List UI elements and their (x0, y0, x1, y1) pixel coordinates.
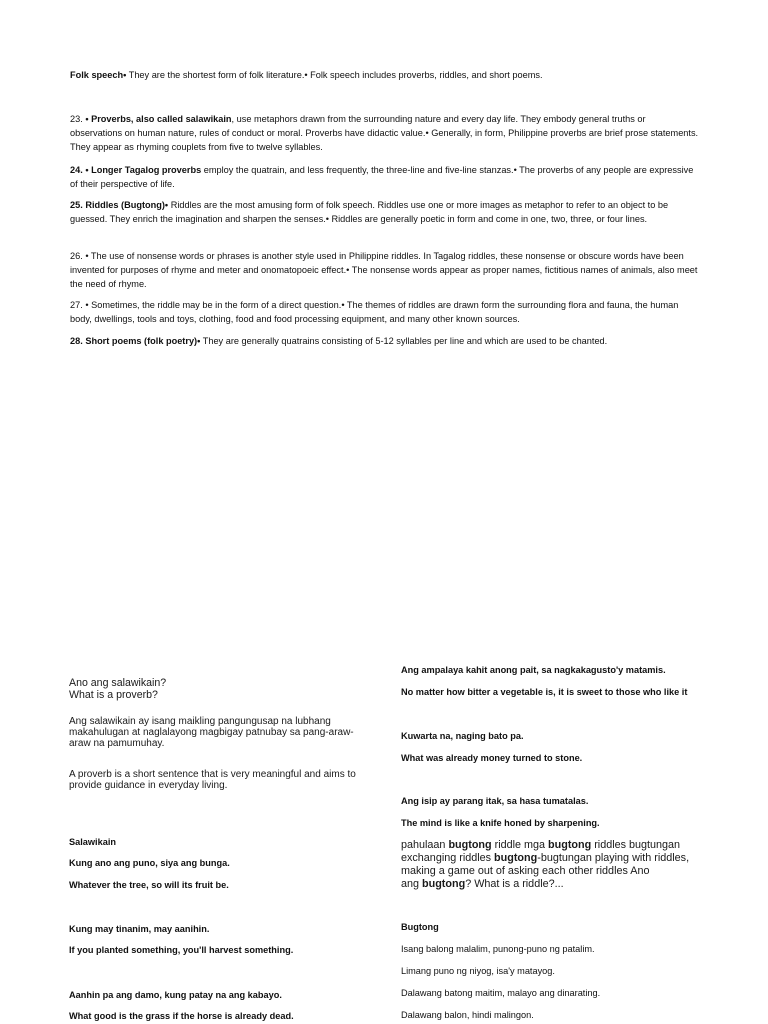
gloss-keyword: bugtong (448, 839, 492, 851)
gloss-keyword: bugtong (494, 852, 538, 864)
term-longer-proverbs: 24. • Longer Tagalog proverbs (70, 165, 202, 175)
paragraph-text: employ the quatrain, and less frequently, the three-line and five-line stanzas.• The proverbs of any people are expressive of their perspective of life. (70, 165, 694, 189)
gloss-keyword: bugtong (548, 839, 592, 851)
proverb-2-tagalog: Kung may tinanim, may aanihin. (69, 924, 210, 934)
proverb-6-tagalog: Ang isip ay parang itak, sa hasa tumatalas. (401, 796, 589, 806)
gloss-text: ? What is a riddle?... (465, 878, 564, 890)
gloss-text: ang (401, 878, 423, 890)
gloss-text: pahulaan (401, 839, 449, 851)
paragraph-text: 27. • Sometimes, the riddle may be in the form of a direct question.• The themes of riddles are drawn form the surrounding flora and fauna, the human body, dwellings, tools and toys, clothing, food and food processing equipment, and many other known sources. (70, 300, 679, 324)
riddle-1: Isang balong malalim, punong-puno ng patalim. (401, 944, 595, 954)
definition-tagalog-line2: makahulugan at naglalayong magbigay patnubay sa pang-araw- (69, 727, 354, 738)
bugtong-gloss-line1 (401, 839, 680, 852)
term-proverbs: • Proverbs, also called salawikain (85, 114, 232, 124)
riddle-2: Limang puno ng niyog, isa'y matayog. (401, 966, 555, 976)
definition-english-line2: provide guidance in everyday living. (69, 780, 228, 791)
gloss-text: -bugtungan playing with riddles, (537, 852, 690, 864)
proverb-3-english: What good is the grass if the horse is already dead. (69, 1011, 294, 1021)
bugtong-gloss-line4 (401, 878, 564, 891)
gloss-text: riddles bugtungan (591, 839, 681, 851)
definition-tagalog-line1: Ang salawikain ay isang maikling pangungusap na lubhang (69, 716, 331, 727)
heading-salawikain: Salawikain (69, 837, 116, 847)
definition-tagalog-line3: araw na pamumuhay. (69, 738, 165, 749)
term-riddles: 25. Riddles (Bugtong)• (70, 200, 169, 210)
paragraph-25-riddles (70, 198, 700, 226)
paragraph-27-direct-question (70, 298, 700, 326)
bugtong-gloss-line3: making a game out of asking each other riddles Ano (401, 865, 650, 877)
question-tagalog: Ano ang salawikain? (69, 677, 167, 689)
proverb-4-tagalog: Ang ampalaya kahit anong pait, sa nagkakagusto'y matamis. (401, 665, 666, 675)
heading-bugtong: Bugtong (401, 922, 439, 932)
proverb-5-tagalog: Kuwarta na, naging bato pa. (401, 731, 524, 741)
proverb-6-english: The mind is like a knife honed by sharpening. (401, 818, 600, 828)
paragraph-24-longer-proverbs (70, 163, 700, 191)
bugtong-gloss-line2 (401, 852, 689, 865)
term-folk-speech: Folk speech• (70, 70, 127, 80)
gloss-text: riddle mga (491, 839, 549, 851)
question-english: What is a proverb? (69, 689, 158, 701)
proverb-1-tagalog: Kung ano ang puno, siya ang bunga. (69, 858, 230, 868)
term-short-poems: 28. Short poems (folk poetry)• (70, 336, 201, 346)
paragraph-text: Riddles are the most amusing form of folk speech. Riddles use one or more images as metaphor to refer to an object to be guessed. They enrich the imagination and sharpen the senses.• Riddles are generally poetic in form and come in one, two, three, or four lines. (70, 200, 669, 224)
paragraph-28-short-poems (70, 334, 700, 348)
proverb-5-english: What was already money turned to stone. (401, 753, 583, 763)
paragraph-text: , use metaphors drawn from the surrounding nature and every day life. They embody general truths or observations on human nature, rules of conduct or moral. Proverbs have didactic value.• Generally, in form, Philippine proverbs are brief prose statements. They appear as rhyming couplets from five to twelve syllables. (70, 114, 699, 152)
gloss-text: exchanging riddles (401, 852, 495, 864)
proverb-1-english: Whatever the tree, so will its fruit be. (69, 880, 229, 890)
paragraph-23-proverbs (70, 112, 700, 154)
proverb-4-english: No matter how bitter a vegetable is, it is sweet to those who like it (401, 687, 688, 697)
paragraph-26-nonsense-words (70, 249, 700, 291)
gloss-keyword: bugtong (422, 878, 466, 890)
definition-english-line1: A proverb is a short sentence that is very meaningful and aims to (69, 769, 356, 780)
riddle-4: Dalawang balon, hindi malingon. (401, 1010, 534, 1020)
proverb-2-english: If you planted something, you'll harvest something. (69, 945, 294, 955)
paragraph-number: 23. (70, 114, 86, 124)
paragraph-text: They are the shortest form of folk literature.• Folk speech includes proverbs, riddles, and short poems. (126, 70, 543, 80)
paragraph-text: 26. • The use of nonsense words or phrases is another style used in Philippine riddles. In Tagalog riddles, these nonsense or obscure words have been invented for purposes of rhyme and meter and onomatopoeic effect.• The nonsense words appear as proper names, fictitious names of animals, also meet the need of rhyme. (70, 251, 698, 289)
proverb-3-tagalog: Aanhin pa ang damo, kung patay na ang kabayo. (69, 990, 282, 1000)
riddle-3: Dalawang batong maitim, malayo ang dinarating. (401, 988, 601, 998)
paragraph-text: They are generally quatrains consisting of 5-12 syllables per line and which are used to be chanted. (200, 336, 608, 346)
paragraph-folk-speech (70, 68, 700, 82)
